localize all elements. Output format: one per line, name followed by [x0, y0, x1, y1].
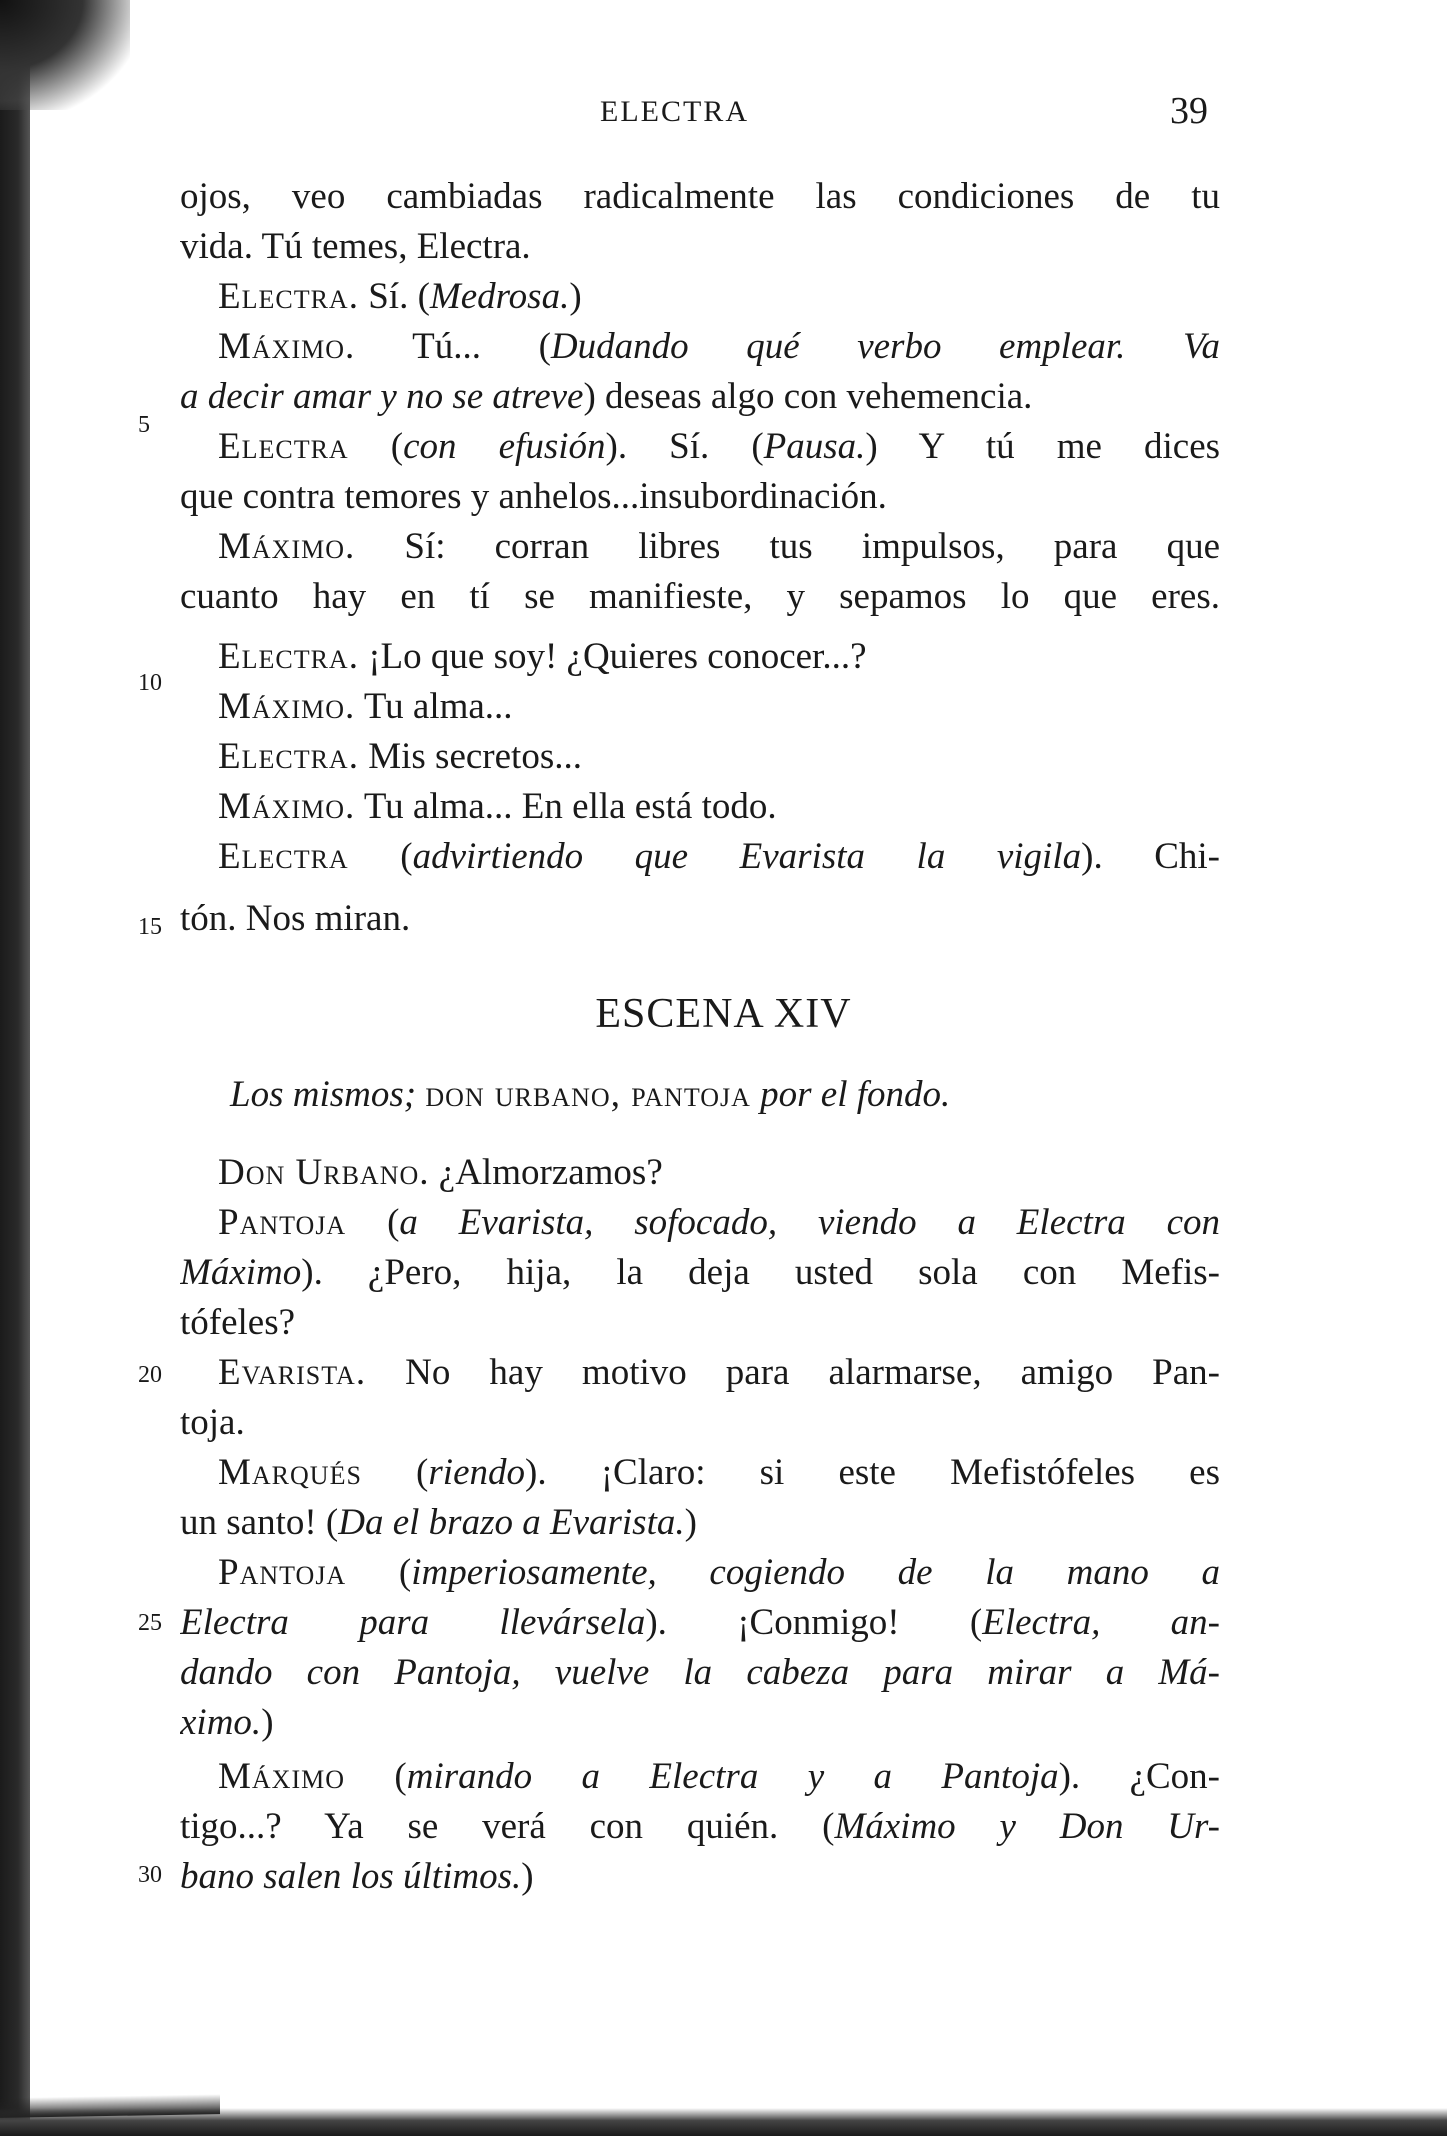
dialogue-line: Máximo. Tu alma... En ella está todo. [218, 786, 777, 827]
speaker-name: Don Urbano. [218, 1152, 430, 1193]
line-number: 15 [138, 914, 162, 940]
speaker-name: Máximo. [218, 686, 356, 727]
stage-direction: ximo. [180, 1702, 262, 1743]
line-number: 10 [138, 670, 162, 696]
text-line: vida. Tú temes, Electra. [180, 226, 531, 267]
text-line: toja. [180, 1402, 245, 1443]
scene-cast: Los mismos; don urbano, pantoja por el fondo. [230, 1074, 951, 1115]
speaker-name: Máximo. [218, 526, 356, 567]
dialogue-line: Electra. ¡Lo que soy! ¿Quieres conocer...? [218, 636, 867, 677]
dialogue-line: Pantoja (a Evarista, sofocado, viendo a Electra con [218, 1202, 1220, 1243]
speaker-name: Marqués [218, 1452, 362, 1493]
stage-direction: advirtiendo que Evarista la vigila [412, 836, 1082, 877]
running-head [0, 90, 1447, 133]
line-number: 20 [138, 1362, 162, 1388]
stage-direction: Medrosa. [429, 276, 570, 317]
stage-direction: Máximo y Don Ur- [834, 1806, 1220, 1847]
speaker-name: Electra. [218, 276, 359, 317]
scan-shadow-left [0, 0, 30, 2136]
text-line [180, 1648, 1220, 1698]
stage-direction: Electra para llevársela [180, 1602, 646, 1643]
text-line: Electra para llevársela). ¡Conmigo! (Electra, an- [180, 1602, 1220, 1643]
dialogue-line: Marqués (riendo). ¡Claro: si este Mefistófeles es [218, 1452, 1220, 1493]
text-line: ojos, veo cambiadas radicalmente las condiciones de tu [180, 176, 1220, 217]
stage-direction: Da el brazo a Evarista. [338, 1502, 685, 1543]
text-line: un santo! (Da el brazo a Evarista.) [180, 1502, 697, 1543]
dialogue-line: Evarista. No hay motivo para alarmarse, amigo Pan- [218, 1352, 1220, 1393]
text-line: a decir amar y no se atreve) deseas algo con vehemencia. [180, 376, 1033, 417]
stage-direction: bano salen los últimos. [180, 1856, 522, 1897]
dialogue-line: Máximo (mirando a Electra y a Pantoja). ¿Con- [218, 1756, 1220, 1797]
text-line: tón. Nos miran. [180, 898, 411, 939]
running-title: ELECTRA [600, 95, 749, 128]
stage-direction: Pausa. [763, 426, 866, 467]
line-number: 25 [138, 1610, 162, 1636]
stage-direction: Dudando qué verbo emplear. Va [550, 326, 1220, 367]
stage-direction: con efusión [403, 426, 606, 467]
dialogue-line: Máximo. Tú... (Dudando qué verbo emplear. Va [218, 326, 1220, 367]
stage-direction: Electra, an- [982, 1602, 1220, 1643]
text-line: bano salen los últimos.) [180, 1856, 534, 1897]
text-line: que contra temores y anhelos...insubordinación. [180, 476, 887, 517]
dialogue-line: Máximo. Sí: corran libres tus impulsos, para que [218, 526, 1220, 567]
speaker-name: Electra [218, 426, 349, 467]
line-number: 30 [138, 1862, 162, 1888]
stage-direction: a Evarista, sofocado, viendo a Electra con [399, 1202, 1220, 1243]
text-line: Máximo). ¿Pero, hija, la deja usted sola con Mefis- [180, 1252, 1220, 1293]
scene-heading: ESCENA XIV [595, 991, 852, 1037]
speaker-name: Electra [218, 836, 349, 877]
dialogue-line: Electra. Sí. (Medrosa.) [218, 276, 582, 317]
speaker-name: Máximo. [218, 326, 356, 367]
scan-shadow-bottom-left [0, 2094, 220, 2118]
speaker-name: Máximo [218, 1756, 346, 1797]
dialogue-line: Electra. Mis secretos... [218, 736, 582, 777]
stage-direction: a decir amar y no se atreve [180, 376, 584, 417]
stage-direction: dando con Pantoja, vuelve la cabeza para mirar a Má- [180, 1652, 1220, 1693]
dialogue-line: Electra (advirtiendo que Evarista la vigila). Chi- [218, 836, 1220, 877]
dialogue-line: Pantoja (imperiosamente, cogiendo de la mano a [218, 1552, 1220, 1593]
dialogue-line: Electra (con efusión). Sí. (Pausa.) Y tú me dices [218, 426, 1220, 467]
stage-direction: imperiosamente, cogiendo de la mano a [411, 1552, 1220, 1593]
dialogue-line: Don Urbano. ¿Almorzamos? [218, 1152, 663, 1193]
speaker-name: Electra. [218, 736, 359, 777]
speaker-name: Evarista. [218, 1352, 367, 1393]
text-line: cuanto hay en tí se manifieste, y sepamos lo que eres. [180, 576, 1220, 617]
text-line: ximo.) [180, 1702, 274, 1743]
speaker-name: Pantoja [218, 1202, 347, 1243]
text-line: tigo...? Ya se verá con quién. (Máximo y Don Ur- [180, 1806, 1220, 1847]
line-number: 5 [138, 412, 150, 438]
speaker-name: Máximo. [218, 786, 356, 827]
dialogue-line: Máximo. Tu alma... [218, 686, 513, 727]
text-line: tófeles? [180, 1302, 296, 1343]
speaker-name: Pantoja [218, 1552, 347, 1593]
stage-direction: Máximo [180, 1252, 302, 1293]
stage-direction: riendo [428, 1452, 525, 1493]
speaker-name: Electra. [218, 636, 359, 677]
page-number: 39 [1170, 90, 1208, 132]
stage-direction: mirando a Electra y a Pantoja [406, 1756, 1059, 1797]
